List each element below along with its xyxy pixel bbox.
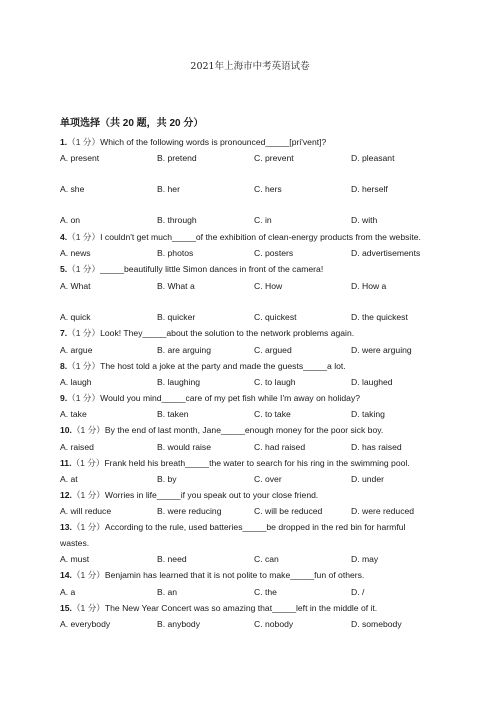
answer-option: B. photos xyxy=(157,248,194,258)
answer-option: C. to laugh xyxy=(254,377,296,387)
answer-option: C. over xyxy=(254,474,282,484)
question-text: According to the rule, used batteries_____be dropped in the red bin for harmful xyxy=(104,522,406,532)
question-text: By the end of last month, Jane_____enough money for the poor sick boy. xyxy=(104,425,384,435)
answer-option: D. may xyxy=(351,554,379,564)
question-number: 5. xyxy=(60,264,68,274)
question-stem xyxy=(60,602,455,614)
question-stem xyxy=(60,569,455,581)
answer-option: C. posters xyxy=(254,248,294,258)
answer-option: A. take xyxy=(60,409,87,419)
question-number: 10. xyxy=(60,425,72,435)
answer-option: D. advertisements xyxy=(351,248,421,258)
question-text: Look! They_____about the solution to the network problems again. xyxy=(100,328,355,338)
question-points: （1 分） xyxy=(67,361,101,371)
question-points: （1 分） xyxy=(71,425,105,435)
answer-option: C. How xyxy=(254,281,283,291)
question-points: （1 分） xyxy=(67,137,101,147)
question-stem xyxy=(60,489,455,501)
question-points: （1 分） xyxy=(67,393,101,403)
question-text: Frank held his breath_____the water to search for his ring in the swimming pool. xyxy=(104,458,410,468)
answer-option: A. present xyxy=(60,153,100,163)
question-text: The host told a joke at the party and made the guests_____a lot. xyxy=(100,361,346,371)
answer-option: A. she xyxy=(60,184,85,194)
answer-option: B. What a xyxy=(157,281,195,291)
answer-option: B. would raise xyxy=(157,442,211,452)
answer-option: A. raised xyxy=(60,442,94,452)
answer-option: B. taken xyxy=(157,409,189,419)
question-text: Would you mind_____care of my pet fish while I'm away on holiday? xyxy=(100,393,361,403)
answer-option: A. What xyxy=(60,281,91,291)
answer-option: C. hers xyxy=(254,184,282,194)
question-points: （1 分） xyxy=(71,570,105,580)
answer-option: C. the xyxy=(254,587,277,597)
question-text: The New Year Concert was so amazing that_____left in the middle of it. xyxy=(104,603,378,613)
question-number: 14. xyxy=(60,570,72,580)
question-text: Worries in life_____if you speak out to your close friend. xyxy=(104,490,319,500)
question-number: 13. xyxy=(60,522,72,532)
question-number: 1. xyxy=(60,137,68,147)
question-points: （1 分） xyxy=(71,603,105,613)
answer-option: A. must xyxy=(60,554,90,564)
answer-option: B. are arguing xyxy=(157,345,211,355)
question-points: （1 分） xyxy=(71,458,105,468)
question-stem xyxy=(60,424,455,436)
question-number: 8. xyxy=(60,361,68,371)
question-points: （1 分） xyxy=(67,232,101,242)
answer-option: D. were reduced xyxy=(351,506,415,516)
answer-option: C. to take xyxy=(254,409,291,419)
answer-option: B. need xyxy=(157,554,187,564)
question-text: Which of the following words is pronounced_____[pri'vent]? xyxy=(100,137,327,147)
question-text-continued: wastes. xyxy=(60,538,90,548)
answer-option: B. an xyxy=(157,587,178,597)
question-number: 9. xyxy=(60,393,68,403)
question-number: 15. xyxy=(60,603,72,613)
answer-option: B. pretend xyxy=(157,153,197,163)
answer-option: B. through xyxy=(157,215,197,225)
answer-option: A. a xyxy=(60,587,76,597)
question-stem xyxy=(60,263,455,275)
answer-option: C. in xyxy=(254,215,272,225)
answer-option: C. argued xyxy=(254,345,292,355)
question-stem xyxy=(60,457,455,469)
question-stem xyxy=(60,136,455,148)
question-text: I couldn't get much_____of the exhibition of clean-energy products from the website. xyxy=(100,232,421,242)
answer-option: A. laugh xyxy=(60,377,92,387)
answer-option: B. anybody xyxy=(157,619,200,629)
answer-option: B. were reducing xyxy=(157,506,222,516)
answer-option: A. on xyxy=(60,215,81,225)
answer-option: D. the quickest xyxy=(351,312,408,322)
question-number: 7. xyxy=(60,328,68,338)
question-text: Benjamin has learned that it is not polite to make_____fun of others. xyxy=(104,570,365,580)
answer-option: C. will be reduced xyxy=(254,506,323,516)
answer-option: D. / xyxy=(351,587,365,597)
answer-option: B. quicker xyxy=(157,312,196,322)
question-stem xyxy=(60,360,455,372)
question-stem xyxy=(60,392,455,404)
question-points: （1 分） xyxy=(71,522,105,532)
answer-option: A. news xyxy=(60,248,91,258)
document-title: 2021年上海市中考英语试卷 xyxy=(190,61,310,72)
question-points: （1 分） xyxy=(67,328,101,338)
answer-option: B. her xyxy=(157,184,180,194)
question-number: 11. xyxy=(60,458,72,468)
answer-option: D. somebody xyxy=(351,619,402,629)
answer-option: A. at xyxy=(60,474,78,484)
answer-option: C. quickest xyxy=(254,312,297,322)
answer-option: B. by xyxy=(157,474,177,484)
answer-option: A. argue xyxy=(60,345,93,355)
question-points: （1 分） xyxy=(71,490,105,500)
question-text: _____beautifully little Simon dances in front of the camera! xyxy=(100,264,324,274)
answer-option: B. laughing xyxy=(157,377,201,387)
question-points: （1 分） xyxy=(67,264,101,274)
answer-option: A. quick xyxy=(60,312,91,322)
answer-option: D. pleasant xyxy=(351,153,395,163)
question-number: 4. xyxy=(60,232,68,242)
question-stem xyxy=(60,231,455,243)
answer-option: A. everybody xyxy=(60,619,111,629)
answer-option: A. will reduce xyxy=(60,506,112,516)
answer-option: D. has raised xyxy=(351,442,402,452)
question-stem xyxy=(60,327,455,339)
answer-option: D. were arguing xyxy=(351,345,412,355)
question-stem xyxy=(60,521,455,533)
answer-option: D. under xyxy=(351,474,384,484)
answer-option: C. prevent xyxy=(254,153,294,163)
answer-option: C. can xyxy=(254,554,279,564)
answer-option: D. herself xyxy=(351,184,388,194)
section-heading: 单项选择（共 20 题，共 20 分） xyxy=(60,118,204,129)
answer-option: C. had raised xyxy=(254,442,306,452)
answer-option: C. nobody xyxy=(254,619,294,629)
question-number: 12. xyxy=(60,490,72,500)
answer-option: D. laughed xyxy=(351,377,393,387)
answer-option: D. How a xyxy=(351,281,387,291)
answer-option: D. taking xyxy=(351,409,385,419)
answer-option: D. with xyxy=(351,215,378,225)
